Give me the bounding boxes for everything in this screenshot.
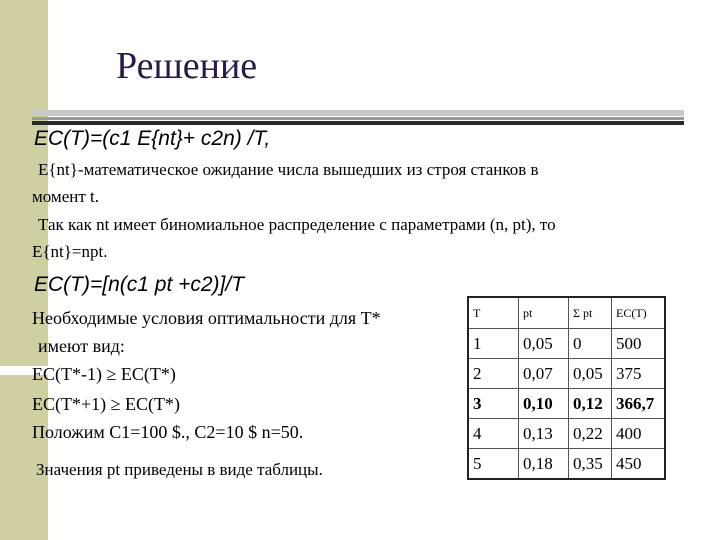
conditions-line2: имеют вид: [38,336,125,356]
para1-line1: E{nt}-математическое ожидание числа вышедших из строя станков в [38,160,539,179]
condition-lower: EC(T*-1) ≥ EC(T*) [32,364,176,384]
table-cell: 0,10 [519,389,569,419]
table-cell: 366,7 [612,389,666,419]
title-rule-dark [32,121,684,125]
pt-table [467,296,666,480]
table-row [468,329,665,359]
table-note-text: Значения pt приведены в виде таблицы. [36,460,323,479]
table-body [468,329,665,480]
parameters-line: Положим C1=100 $., C2=10 $ n=50. [32,422,304,442]
table-cell: 0,22 [569,419,612,449]
table-cell: 0,12 [569,389,612,419]
table-row [468,389,665,419]
para2-line1: Так как nt имеет биномиальное распределение с параметрами (n, pt), то [38,215,556,234]
table-cell: 4 [468,419,519,449]
table-cell: 1 [468,329,519,359]
table-cell: 500 [612,329,666,359]
decorative-side-bar [0,0,48,540]
header-t: T [468,297,519,329]
table-cell: 0,05 [569,359,612,389]
table-row [468,419,665,449]
table-cell: 0,13 [519,419,569,449]
table-header-row [468,297,665,329]
conditions-line1: Необходимые условия оптимальности для T* [32,308,381,328]
para1-line2: момент t. [32,187,99,206]
title-rule-mid [32,117,684,120]
para2-line2: E{nt}=npt. [32,242,108,261]
table-note [36,460,323,480]
table-row [468,449,665,480]
formula-ec-definition: EC(T)=(c1 E{nt}+ c2n) /T, [34,127,271,150]
table-cell: 450 [612,449,666,480]
table-cell: 0,05 [519,329,569,359]
table-cell: 0 [569,329,612,359]
table-cell: 2 [468,359,519,389]
table-cell: 375 [612,359,666,389]
table-cell: 0,18 [519,449,569,480]
condition-upper: EC(T*+1) ≥ EC(T*) [32,394,180,414]
header-sum-pt: Σ pt [569,297,612,329]
table-cell: 400 [612,419,666,449]
formula-ec-expanded: EC(T)=[n(c1 pt +c2)]/T [34,273,245,296]
table-cell: 0,35 [569,449,612,480]
table-cell: 5 [468,449,519,480]
table-cell: 0,07 [519,359,569,389]
table-row [468,359,665,389]
header-ec: EC(T) [612,297,666,329]
title-rule [32,110,684,116]
table-cell: 3 [468,389,519,419]
slide-title: Решение [116,45,258,87]
header-pt: pt [519,297,569,329]
